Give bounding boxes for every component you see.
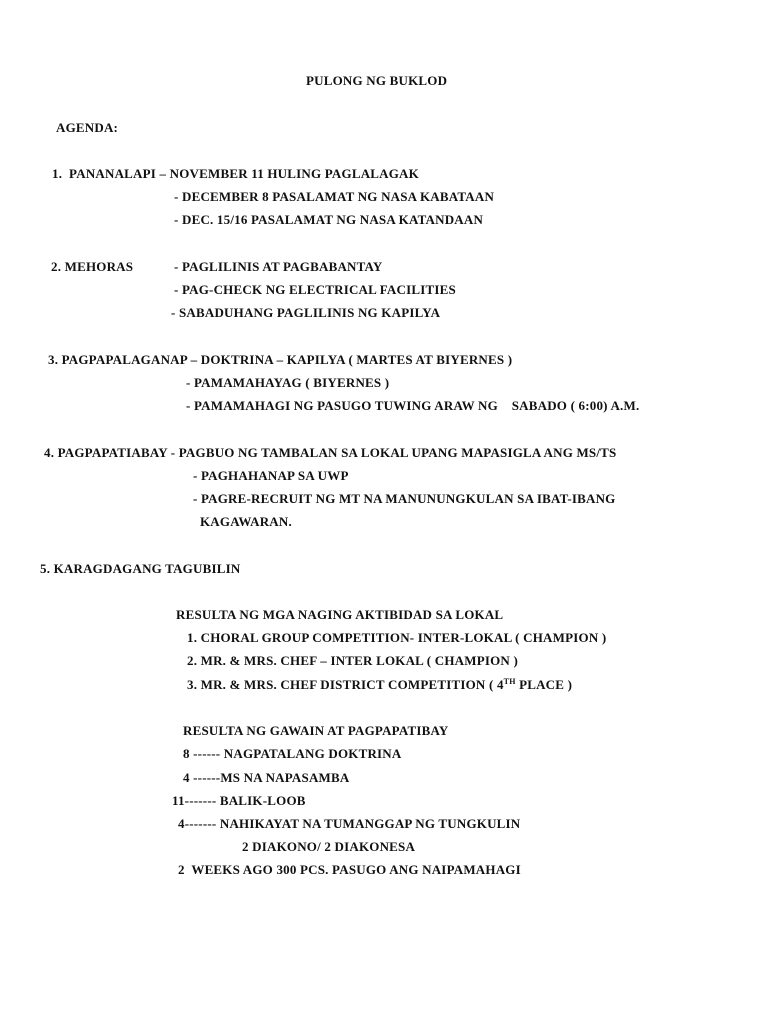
activity-result: 1. CHORAL GROUP COMPETITION- INTER-LOKAL ( CHAMPION ) [187, 630, 607, 645]
activity-result [187, 677, 572, 693]
activity-result: 2. MR. & MRS. CHEF – INTER LOKAL ( CHAMPION ) [187, 653, 518, 668]
work-result: 8 ------ NAGPATALANG DOKTRINA [183, 746, 402, 761]
agenda-item-3-subitem: - PAMAMAHAYAG ( BIYERNES ) [186, 375, 390, 390]
agenda-item-3-heading: 3. PAGPAPALAGANAP – DOKTRINA – KAPILYA ( MARTES AT BIYERNES ) [48, 352, 513, 367]
agenda-item-1-subitem: - DEC. 15/16 PASALAMAT NG NASA KATANDAAN [174, 212, 484, 227]
agenda-item-4-subitem: - PAGHAHANAP SA UWP [193, 468, 349, 483]
agenda-item-4-subitem-continuation: KAGAWARAN. [200, 514, 292, 529]
agenda-item-2-subitem: - SABADUHANG PAGLILINIS NG KAPILYA [171, 305, 441, 320]
results-work-heading: RESULTA NG GAWAIN AT PAGPAPATIBAY [183, 723, 449, 738]
activity-result-text: 3. MR. & MRS. CHEF DISTRICT COMPETITION ( 4 [187, 677, 504, 692]
agenda-item-2-subitem: - PAG-CHECK NG ELECTRICAL FACILITIES [174, 282, 456, 297]
work-result: 2 WEEKS AGO 300 PCS. PASUGO ANG NAIPAMAHAGI [178, 862, 521, 877]
agenda-item-1-subitem: - DECEMBER 8 PASALAMAT NG NASA KABATAAN [174, 189, 495, 204]
agenda-label: AGENDA: [56, 120, 119, 135]
agenda-item-4-heading: 4. PAGPAPATIABAY - PAGBUO NG TAMBALAN SA LOKAL UPANG MAPASIGLA ANG MS/TS [44, 445, 617, 460]
work-result-detail: 2 DIAKONO/ 2 DIAKONESA [242, 839, 416, 854]
activity-result-text: PLACE ) [515, 677, 573, 692]
results-activities-heading: RESULTA NG MGA NAGING AKTIBIDAD SA LOKAL [176, 607, 504, 622]
agenda-item-2-subitem: - PAGLILINIS AT PAGBABANTAY [174, 259, 383, 274]
work-result: 4------- NAHIKAYAT NA TUMANGGAP NG TUNGKULIN [178, 816, 521, 831]
work-result: 11------- BALIK-LOOB [172, 793, 306, 808]
agenda-item-1-heading: 1. PANANALAPI – NOVEMBER 11 HULING PAGLALAGAK [52, 166, 419, 181]
agenda-item-4-subitem: - PAGRE-RECRUIT NG MT NA MANUNUNGKULAN SA IBAT-IBANG [193, 491, 616, 506]
work-result: 4 ------MS NA NAPASAMBA [183, 770, 350, 785]
document-title: PULONG NG BUKLOD [306, 73, 448, 88]
agenda-item-2-heading: 2. MEHORAS [51, 259, 134, 274]
ordinal-suffix: TH [503, 677, 516, 686]
agenda-item-5-heading: 5. KARAGDAGANG TAGUBILIN [40, 561, 241, 576]
agenda-item-3-subitem: - PAMAMAHAGI NG PASUGO TUWING ARAW NG SABADO ( 6:00) A.M. [186, 398, 640, 413]
